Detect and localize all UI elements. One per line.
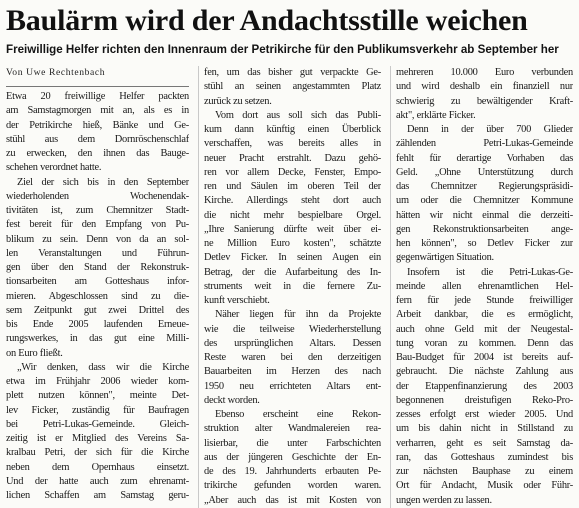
- text-line: sem Zeitpunkt gut zwei Drittel des: [6, 304, 189, 316]
- text-line: verschaffen, was bereits alles in: [204, 138, 381, 150]
- text-line: hätten wir nicht einmal die derzeiti-: [396, 209, 573, 221]
- text-line: neuer Pracht erstrahlt. Dazu gehö-: [204, 152, 381, 164]
- headline: Baulärm wird der Andachtsstille weichen: [6, 4, 528, 37]
- column-2: [198, 66, 381, 508]
- text-line: ren vor allem Decke, Fenster, Empo-: [204, 166, 381, 178]
- text-line: die nicht mehr bespielbare Orgel.: [204, 209, 381, 221]
- text-line: wie die teilweise Wiederherstellung: [204, 323, 381, 335]
- text-line: Etwa 20 freiwillige Helfer packten: [6, 91, 189, 102]
- text-line: gebraucht. Die nächste Zahlung aus: [396, 366, 573, 378]
- text-line: kunft verschiebt.: [204, 295, 270, 306]
- text-line: tionsarbeiten am Gotteshaus infor-: [6, 276, 189, 288]
- text-line: und wird deshalb ein finanziell nur: [396, 81, 573, 93]
- text-line: bis Ende 2005 laufenden Erneue-: [6, 319, 189, 330]
- text-line: meinde allen ehrenamtlichen Hel-: [396, 280, 573, 292]
- text-line: begonnenen dreistufigen Reko-Pro-: [396, 394, 573, 406]
- text-line: kralbau Petri, der sich für die Kirche: [6, 447, 189, 459]
- text-line: lev Ficker, zuständig für Baufragen: [6, 404, 189, 416]
- text-line: auch ohne Geld mit der Neugestal-: [396, 323, 573, 335]
- text-line: fest bereit für den Empfang von Pu-: [6, 219, 189, 231]
- text-line: „Ihre Sanierung dürfte weit über ei-: [204, 223, 381, 235]
- text-line: mieren. Abgeschlossen sind zu die-: [6, 290, 189, 302]
- text-line: Ort für Andacht, Musik oder Führ-: [396, 480, 573, 492]
- text-line: mehreren 10.000 Euro verbunden: [396, 67, 573, 78]
- text-line: ungen werden zu lassen.: [396, 494, 492, 506]
- text-line: aus der jüngeren Geschichte der En-: [204, 451, 381, 463]
- text-line: tung voran zu kommen. Denn das: [396, 337, 573, 349]
- text-line: zu erwecken, den ihnen das Bauge-: [6, 148, 189, 159]
- text-line: der Petrikirche hieß, Bänke und Ge-: [6, 119, 189, 131]
- text-line: deckt worden.: [204, 394, 260, 406]
- text-line: Näher liegen für ihn da Projekte: [215, 309, 381, 321]
- text-line: zesses erfolgt erst wieder 2005. Und: [396, 409, 573, 420]
- text-line: zur nächsten Bauphase zu einem: [396, 466, 573, 477]
- text-line: struktion alter Wandmalereien rea-: [204, 423, 381, 435]
- text-line: stühl an seinen angestammten Platz: [204, 81, 381, 93]
- text-line: plett nutzen können", meinte Det-: [6, 390, 189, 402]
- text-line: fen, um das bisher gut verpackte Ge-: [204, 67, 381, 78]
- article-columns: [6, 66, 573, 508]
- text-line: rungswerkes, in das gut eine Milli-: [6, 333, 189, 345]
- text-line: Ebenso erscheint eine Rekon-: [215, 409, 381, 420]
- text-line: ne Million Euro kosten", schätzte: [204, 238, 381, 249]
- text-line: trikirche gefunden worden waren.: [204, 480, 381, 492]
- text-line: struments weit in die fernere Zu-: [204, 280, 381, 292]
- text-line: Kirche. Allerdings steht dort auch: [204, 195, 381, 207]
- text-line: schwierig zu bewältigender Kraft-: [396, 95, 573, 107]
- text-line: 1950 neu errichteten Altars ent-: [204, 380, 381, 392]
- text-line: zurück zu setzen.: [204, 95, 272, 107]
- subheadline: Freiwillige Helfer richten den Innenraum der Petrikirche für den Publikumsverkehr ab September her: [6, 43, 559, 56]
- text-line: neben dem Opernhaus einsetzt.: [6, 461, 189, 473]
- text-line: verharren, geht es seit Samstag da-: [396, 437, 573, 449]
- text-line: hen können", so Detlev Ficker zur: [396, 238, 573, 249]
- text-line: „Wir denken, dass wir die Kirche: [17, 361, 189, 373]
- text-line: Geld. „Ohne Unterstützung durch: [396, 166, 573, 178]
- text-line: bei Petri-Lukas-Gemeinde. Gleich-: [6, 418, 189, 430]
- byline-rule: [6, 86, 189, 87]
- text-line: Bau-Budget für 2004 ist bereits auf-: [396, 352, 573, 363]
- text-line: Denn in der über 700 Glieder: [407, 124, 573, 135]
- text-line: um oder die Chemnitzer Kommune: [396, 195, 573, 207]
- text-line: des ursprünglichen Altars. Dessen: [204, 337, 381, 349]
- text-line: ren und Säulen im oberen Teil der: [204, 181, 381, 192]
- text-line: lichen Schaffen am Samstag geru-: [6, 490, 189, 501]
- text-line: Bauarbeiten im Herzen des nach: [204, 366, 381, 378]
- text-line: das Chemnitzer Regierungspräsidi-: [396, 181, 573, 192]
- text-line: wiederholenden Wochenendak-: [6, 190, 189, 202]
- text-line: de des 19. Jahrhunderts erbauten Pe-: [204, 466, 381, 477]
- text-line: kum dann künftig einen Überblick: [204, 124, 381, 135]
- text-line: stühl aus dem Dornröschenschlaf: [6, 133, 189, 145]
- text-line: Ziel der sich bis in den September: [17, 176, 189, 188]
- text-line: am Samstagmorgen mit an, als es in: [6, 105, 189, 117]
- text-line: fehlt für derartige Vorhaben das: [396, 152, 573, 164]
- byline: Von Uwe Rechtenbach: [6, 67, 106, 78]
- text-line: Vom dort aus soll sich das Publi-: [215, 109, 381, 121]
- text-line: schehen verordnet hatte.: [6, 162, 102, 174]
- text-line: Betrag, der die Aufarbeitung des In-: [204, 266, 381, 278]
- text-line: der Etappenfinanzierung des 2003: [396, 380, 573, 392]
- text-line: um bis dahin nicht in Stillstand zu: [396, 423, 573, 435]
- text-line: Insofern ist die Petri-Lukas-Ge-: [407, 266, 573, 278]
- text-line: gen Rekonstruktionsarbeiten ange-: [396, 223, 573, 235]
- text-line: gen über den Stand der Rekonstruk-: [6, 262, 189, 273]
- text-line: on Euro fließt.: [6, 347, 63, 359]
- column-3: [390, 66, 573, 508]
- text-line: Detlev Ficker. In seinen Augen ein: [204, 252, 381, 264]
- text-line: ran, das Gotteshaus zumindest bis: [396, 451, 573, 463]
- text-line: len Veranstaltungen und Führun-: [6, 247, 189, 259]
- column-1: [6, 66, 189, 508]
- text-line: gegenwärtigen Situation.: [396, 252, 494, 264]
- text-line: tivitäten ist, zum Chemnitzer Stadt-: [6, 205, 189, 216]
- text-line: Reste waren bei den derzeitigen: [204, 352, 381, 363]
- text-line: „Aber auch das ist mit Kosten von: [204, 494, 381, 506]
- text-line: etwa im Frühjahr 2006 wieder kom-: [6, 376, 189, 387]
- text-line: zählenden Petri-Lukas-Gemeinde: [396, 138, 573, 150]
- text-line: akt", erklärte Ficker.: [396, 109, 476, 121]
- text-line: Und der hatte auch zum ehrenamt-: [6, 475, 189, 487]
- text-line: zeitig ist er Mitglied des Vereins Sa-: [6, 433, 189, 444]
- text-line: blikum zu sein. Denn von da an sol-: [6, 233, 189, 245]
- text-line: fern für jede Stunde freiwilliger: [396, 295, 573, 306]
- text-line: lisierbar, die unter Farbschichten: [204, 437, 381, 449]
- text-line: Arbeit dankbar, die es ermöglicht,: [396, 309, 573, 321]
